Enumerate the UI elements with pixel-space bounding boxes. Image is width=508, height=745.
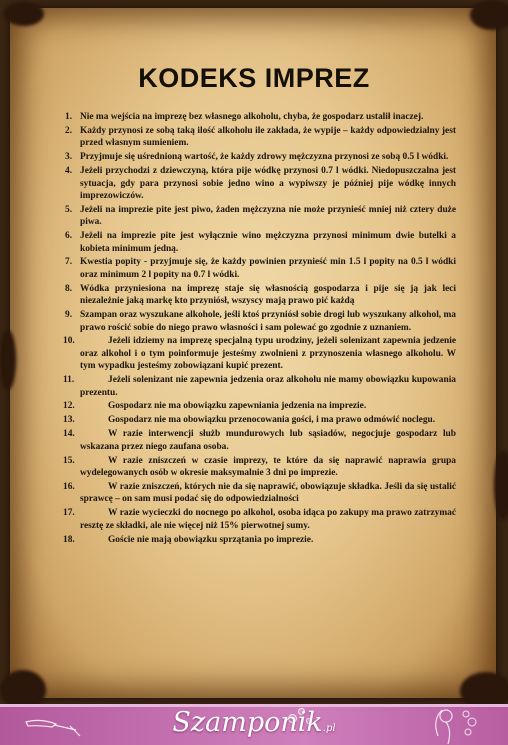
burn-mark — [470, 0, 508, 30]
rule-text: Jeżeli idziemy na imprezę specjalną typu urodziny, jeżeli solenizant zapewnia jedzenie oraz alkohol i o tym poinformuje jesteśmy zwolnieni z przynoszenia własnego alkoholu. W tym wypadku jesteśmy zobowiązani kupić prezent. — [80, 336, 456, 372]
rule-text: Kwestia popity - przyjmuje się, że każdy powinien przynieść min 1.5 l popity na 0.5 l wódki oraz minimum 2 l popity na 0.7 l wódki. — [80, 257, 456, 280]
list-item — [80, 414, 456, 426]
woman-figure-icon — [428, 706, 480, 744]
rule-text: W razie wycieczki do nocnego po alkohol, osoba idąca po zakupy ma prawo zatrzymać resztę ze składki, ale nie więcej niż 15% pierwotnej sumy. — [80, 508, 456, 531]
burn-mark — [0, 670, 46, 706]
document-title: KODEKS IMPREZ — [138, 63, 370, 93]
list-item — [80, 256, 456, 281]
rule-text: W razie interwencji służb mundurowych lub sąsiadów, negocjuje gospodarz lub wskazana przez niego zaufana osoba. — [80, 429, 456, 452]
rule-text: Szampan oraz wyszukane alkohole, jeśli ktoś przyniósł sobie drogi lub wyszukany alkohol, ma prawo rościć sobie do niego prawo własności i sam polewać go zgodnie z uznaniem. — [80, 310, 456, 333]
list-item — [80, 151, 456, 163]
list-item — [80, 309, 456, 334]
rule-text: Jeżeli solenizant nie zapewnia jedzenia oraz alkoholu nie mamy obowiązku kupowania prezentu. — [80, 375, 456, 398]
brand-name: Szamponik — [172, 707, 323, 738]
list-item — [80, 204, 456, 229]
rules-list — [80, 111, 456, 547]
brand-suffix: .pl — [322, 723, 336, 734]
list-item — [80, 507, 456, 532]
rule-text: Jeżeli na imprezie pite jest piwo, żaden mężczyzna nie może przynieść mniej niż cztery duże piwa. — [80, 204, 456, 228]
rule-text: Każdy przynosi ze sobą taką ilość alkoholu ile zakłada, że wypije – każdy odpowiedzialny jest przed własnym sumieniem. — [80, 125, 456, 149]
list-item — [80, 428, 456, 453]
list-item — [80, 165, 456, 202]
list-item — [80, 230, 456, 255]
list-item — [80, 374, 456, 399]
burn-mark — [460, 672, 508, 706]
rule-text: W razie zniszczeń, których nie da się naprawić, obowiązuje składka. Jeśli da się ustalić sprawcę – on sam musi podać się do odpowiedzialności — [80, 481, 456, 505]
rule-text: Przyjmuje się uśrednioną wartość, że każdy zdrowy mężczyzna przynosi ze sobą 0.5 l wódki. — [80, 152, 449, 163]
rule-text: Nie ma wejścia na imprezę bez własnego alkoholu, chyba, że gospodarz ustalił inaczej. — [80, 112, 424, 122]
rule-text: Goście nie mają obowiązku sprzątania po imprezie. — [108, 534, 314, 545]
list-item — [80, 111, 456, 123]
watermark-banner — [0, 704, 508, 745]
list-item — [80, 534, 456, 546]
list-item — [80, 455, 456, 480]
list-item — [80, 481, 456, 506]
list-item — [80, 400, 456, 412]
burn-mark — [4, 2, 44, 26]
rule-text: Gospodarz nie ma obowiązku zapewniania jedzenia na imprezie. — [108, 401, 367, 412]
burn-mark — [0, 330, 16, 390]
rule-text: Wódka przyniesiona na imprezę staje się własnością gospodarza i pije się ją jak leci niezależnie jaką markę kto przyniósł, wszyscy mają prawo pić każdą — [80, 283, 456, 307]
burn-mark — [494, 450, 508, 520]
list-item — [80, 335, 456, 372]
rule-text: W razie zniszczeń w czasie imprezy, te które da się naprawić naprawia grupa wydelegowanych osób w okresie maksymalnie 3 dni po imprezie. — [80, 455, 456, 478]
rule-text: Gospodarz nie ma obowiązku przenocowania gości, i ma prawo odmówić noclegu. — [108, 415, 436, 426]
list-item — [80, 125, 456, 150]
rule-text: Jeżeli przychodzi z dziewczyną, która pije wódkę przynosi 0.7 l wódki. Niedopuszczalna jest sytuacja, gdy para przynosi sobie jedno wino a wypiwszy je później pije wódkę innych imprezowiczów. — [80, 166, 456, 201]
rule-text: Jeżeli na imprezie pite jest wyłącznie wino mężczyzna przynosi minimum dwie butelki a kobieta minimum jedną. — [80, 231, 456, 254]
list-item — [80, 283, 456, 308]
